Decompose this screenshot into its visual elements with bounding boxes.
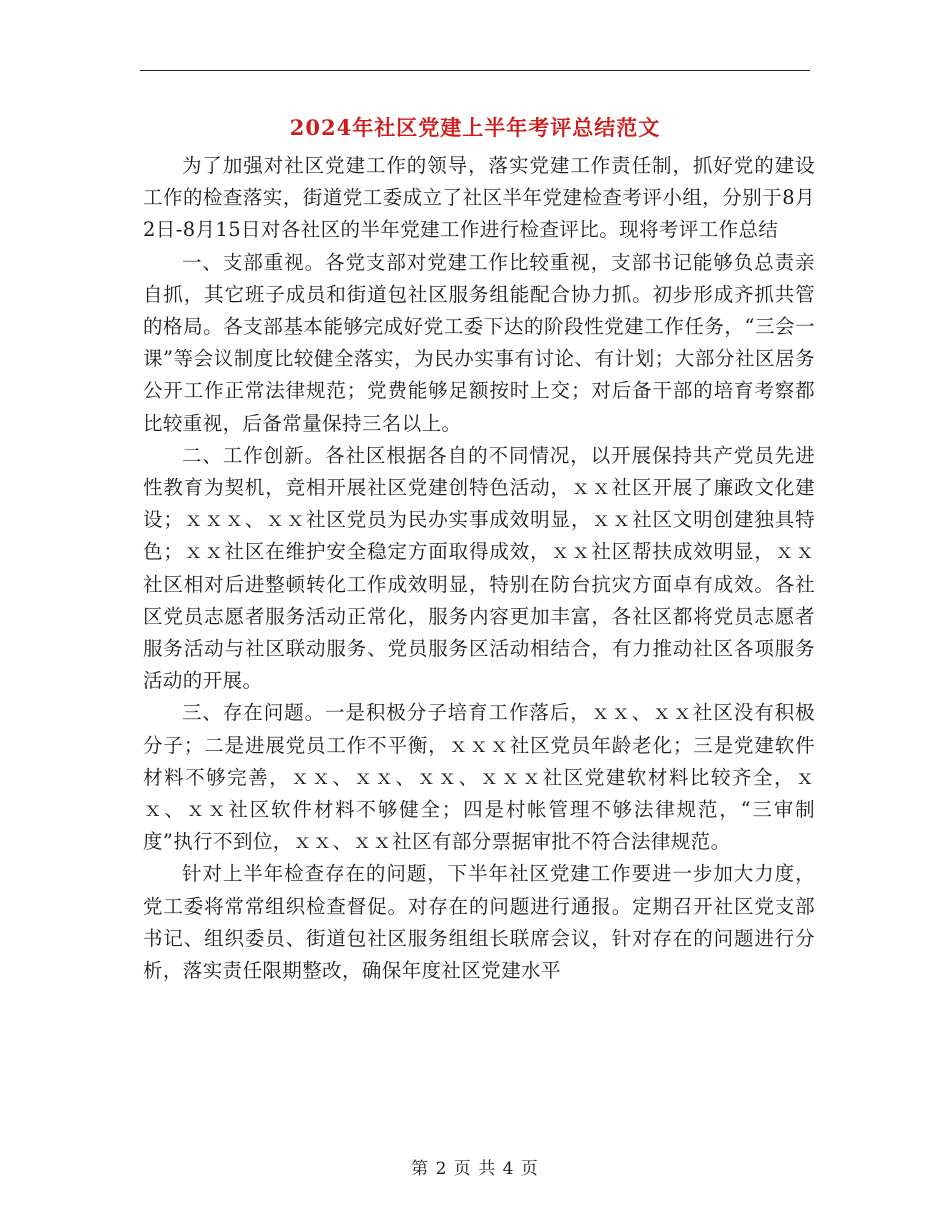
document-title: 2024年社区党建上半年考评总结范文 [289, 115, 661, 140]
paragraph-intro: 为了加强对社区党建工作的领导，落实党建工作责任制，抓好党的建设工作的检查落实，街道党工委成立了社区半年党建检查考评小组，分别于8月2日-8月15日对各社区的半年党建工作进行检查评比。现将考评工作总结 [143, 154, 815, 242]
header-rule [140, 70, 810, 71]
paragraph-section-2: 二、工作创新。各社区根据各自的不同情况，以开展保持共产党员先进性教育为契机，竞相开展社区党建创特色活动，ｘｘ社区开展了廉政文化建设；ｘｘｘ、ｘｘ社区党员为民办实事成效明显，ｘｘ社区文明创建独具特色；ｘｘ社区在维护安全稳定方面取得成效，ｘｘ社区帮扶成效明显，ｘｘ社区相对后进整顿转化工作成效明显，特别在防台抗灾方面卓有成效。各社区党员志愿者服务活动正常化，服务内容更加丰富，各社区都将党员志愿者服务活动与社区联动服务、党员服务区活动相结合，有力推动社区各项服务活动的开展。 [143, 443, 815, 693]
document-body [143, 150, 815, 987]
page-number: 第 2 页 共 4 页 [411, 1159, 539, 1179]
paragraph-conclusion: 针对上半年检查存在的问题，下半年社区党建工作要进一步加大力度，党工委将常常组织检查督促。对存在的问题进行通报。定期召开社区党支部书记、组织委员、街道包社区服务组组长联席会议，针对存在的问题进行分析，落实责任限期整改，确保年度社区党建水平 [143, 862, 815, 983]
paragraph-section-3: 三、存在问题。一是积极分子培育工作落后，ｘｘ、ｘｘ社区没有积极分子；二是进展党员工作不平衡，ｘｘｘ社区党员年龄老化；三是党建软件材料不够完善，ｘｘ、ｘｘ、ｘｘ、ｘｘｘ社区党建软材料比较齐全，ｘｘ、ｘｘ社区软件材料不够健全；四是村帐管理不够法律规范，“三审制度”执行不到位，ｘｘ、ｘｘ社区有部分票据审批不符合法律规范。 [143, 701, 815, 854]
paragraph-section-1: 一、支部重视。各党支部对党建工作比较重视，支部书记能够负总责亲自抓，其它班子成员和街道包社区服务组能配合协力抓。初步形成齐抓共管的格局。各支部基本能够完成好党工委下达的阶段性党建工作任务，“三会一课”等会议制度比较健全落实，为民办实事有讨论、有计划；大部分社区居务公开工作正常法律规范；党费能够足额按时上交；对后备干部的培育考察都比较重视，后备常量保持三名以上。 [143, 250, 815, 435]
